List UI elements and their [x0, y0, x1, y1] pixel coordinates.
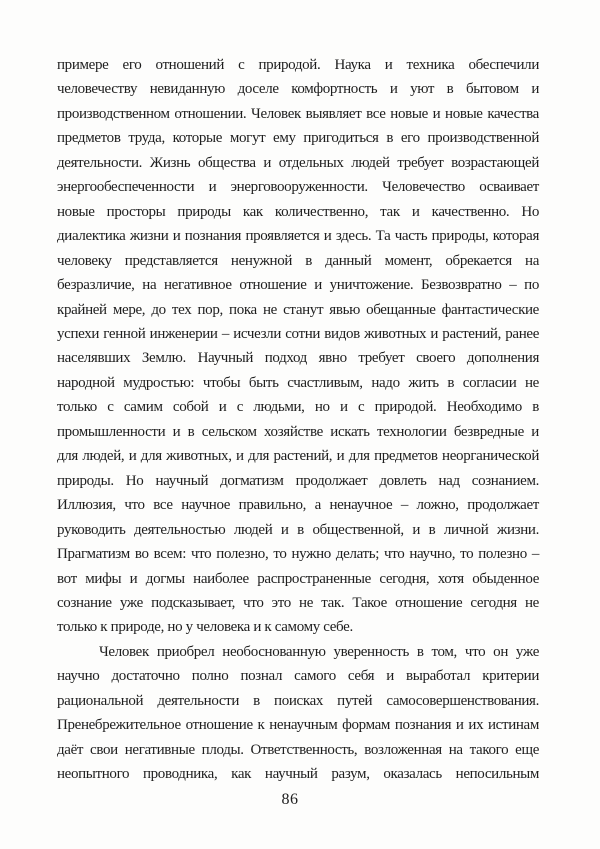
text-line: новые просторы природы как количественно, так и качественно. Но — [57, 203, 539, 220]
text-line: крайней мере, до тех пор, пока не станут явью обещанные фантастические — [57, 301, 539, 318]
text-line: руководить деятельностью людей и в общественной, и в личной жизни. — [57, 521, 539, 538]
text-line: Иллюзия, что все научное правильно, а ненаучное – ложно, продолжает — [57, 497, 539, 514]
text-line: населявших Землю. Научный подход явно требует своего дополнения — [57, 350, 539, 367]
text-line: народной мудростью: чтобы быть счастливым, надо жить в согласии не — [57, 374, 539, 391]
text-line: для людей, и для животных, и для растений, и для предметов неорганической — [57, 448, 539, 465]
text-line: Пренебрежительное отношение к ненаучным формам познания и их истинам — [57, 717, 539, 734]
text-line: только с самим собой и с людьми, но и с природой. Необходимо в — [57, 399, 539, 416]
text-line: производственном отношении. Человек выявляет все новые и новые качества — [57, 105, 539, 122]
text-line: промышленности и в сельском хозяйстве искать технологии безвредные и — [57, 423, 539, 440]
text-line: деятельности. Жизнь общества и отдельных людей требует возрастающей — [57, 154, 539, 171]
page-number: 86 — [281, 791, 299, 808]
text-line: даёт свои негативные плоды. Ответственность, возложенная на такого еще — [57, 741, 539, 758]
text-line: природы. Но научный догматизм продолжает довлеть над сознанием. — [57, 472, 539, 489]
text-line: Прагматизм во всем: что полезно, то нужно делать; что научно, то полезно – — [57, 546, 539, 563]
text-line: сознание уже подсказывает, что это не так. Такое отношение сегодня не — [57, 594, 539, 611]
text-line: человечеству невиданную доселе комфортность и уют в бытовом и — [57, 81, 539, 98]
text-line: вот мифы и догмы наиболее распространенные сегодня, хотя обыденное — [57, 570, 539, 587]
text-line: успехи генной инженерии – исчезли сотни видов животных и растений, ранее — [57, 325, 539, 342]
text-line: человеку представляется ненужной в данный момент, обрекается на — [57, 252, 539, 269]
text-line: неопытного проводника, как научный разум, оказалась непосильным — [57, 766, 539, 783]
text-line: Человек приобрел необоснованную уверенность в том, что он уже — [99, 643, 539, 660]
paragraph — [57, 53, 539, 640]
paragraph — [57, 640, 539, 787]
text-line: рациональной деятельности в поисках путей самосовершенствования. — [57, 692, 539, 709]
text-line: диалектика жизни и познания проявляется и здесь. Та часть природы, которая — [57, 228, 539, 245]
text-line: примере его отношений с природой. Наука и техника обеспечили — [57, 57, 539, 73]
text-line: предметов труда, которые могут ему пригодиться в его производственной — [57, 130, 539, 147]
text-line: безразличие, на негативное отношение и уничтожение. Безвозвратно – по — [57, 277, 539, 294]
text-line: научно достаточно полно познал самого себя и выработал критерии — [57, 668, 539, 685]
text-block — [57, 53, 539, 787]
text-line: энергообеспеченности и энерговооруженности. Человечество осваивает — [57, 179, 539, 196]
text-line: только к природе, но у человека и к самому себе. — [57, 619, 353, 636]
